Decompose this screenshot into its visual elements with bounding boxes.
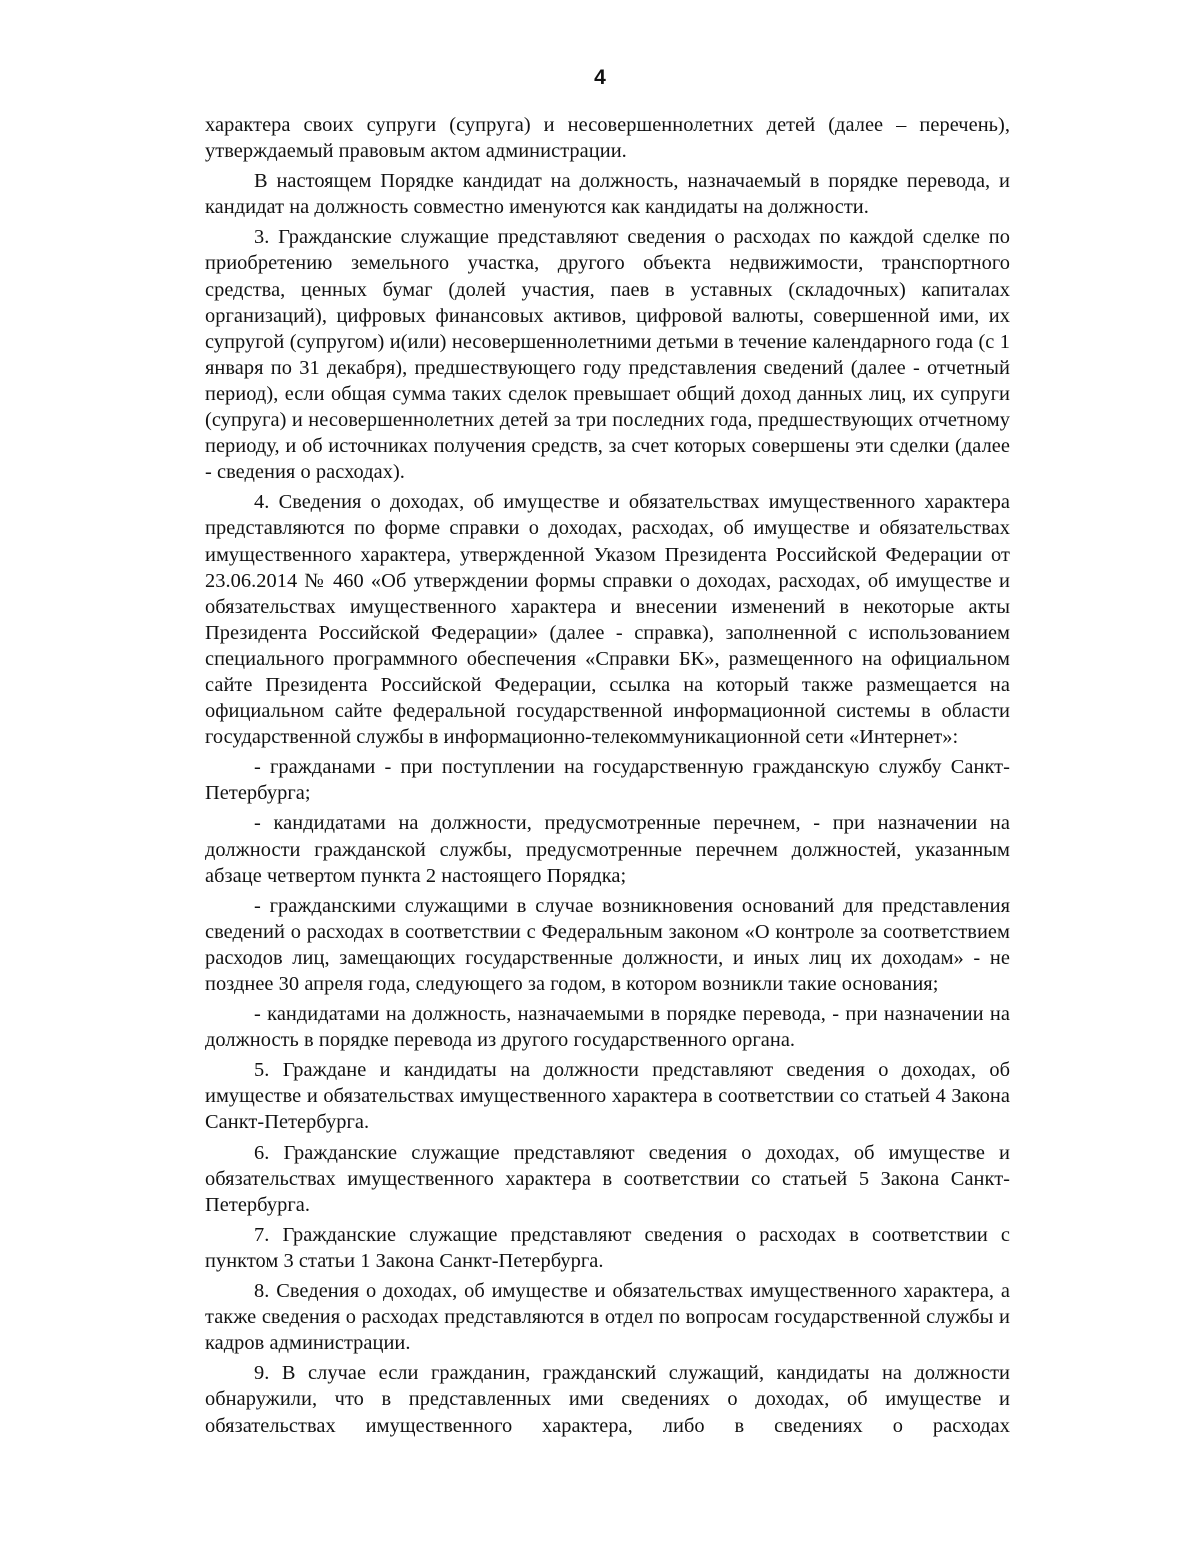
document-body xyxy=(205,112,1010,1439)
paragraph-continuation: характера своих супруги (супруга) и несовершеннолетних детей (далее – перечень), утверждаемый правовым актом администрации. xyxy=(205,114,1010,163)
paragraph-item-5: 5. Граждане и кандидаты на должности представляют сведения о доходах, об имуществе и обязательствах имущественного характера в соответствии со статьей 4 Закона Санкт-Петербурга. xyxy=(205,1059,1010,1134)
paragraph-item-9: 9. В случае если гражданин, гражданский служащий, кандидаты на должности обнаружили, что в представленных ими сведениях о доходах, об имуществе и обязательствах имущественного характера, либо в сведениях о расходах xyxy=(205,1362,1010,1437)
paragraph-item-3: 3. Гражданские служащие представляют сведения о расходах по каждой сделке по приобретению земельного участка, другого объекта недвижимости, транспортного средства, ценных бумаг (долей участия, паев в уставных (складочных) капиталах организаций), цифровых финансовых активов, цифровой валюты, совершенной ими, их супругой (супругом) и(или) несовершеннолетними детьми в течение календарного года (с 1 января по 31 декабря), предшествующего году представления сведений (далее - отчетный период), если общая сумма таких сделок превышает общий доход данных лиц, их супруги (супруга) и несовершеннолетних детей за три последних года, предшествующих отчетному периоду, и об источниках получения средств, за счет которых совершены эти сделки (далее - сведения о расходах). xyxy=(205,226,1010,484)
list-item-transfer-candidates: - кандидатами на должность, назначаемыми в порядке перевода, - при назначении на должность в порядке перевода из другого государственного органа. xyxy=(205,1003,1010,1052)
list-item-citizens: - гражданами - при поступлении на государственную гражданскую службу Санкт-Петербурга; xyxy=(205,756,1010,805)
page-number: 4 xyxy=(594,66,606,89)
paragraph-item-6: 6. Гражданские служащие представляют сведения о доходах, об имуществе и обязательствах имущественного характера в соответствии со статьей 5 Закона Санкт-Петербурга. xyxy=(205,1141,1010,1216)
list-item-candidates: - кандидатами на должности, предусмотренные перечнем, - при назначении на должности гражданской службы, предусмотренные перечнем должностей, указанным абзаце четвертом пункта 2 настоящего Порядка; xyxy=(205,812,1010,887)
paragraph-item-4: 4. Сведения о доходах, об имуществе и обязательствах имущественного характера представляются по форме справки о доходах, расходах, об имуществе и обязательствах имущественного характера, утвержденной Указом Президента Российской Федерации от 23.06.2014 № 460 «Об утверждении формы справки о доходах, расходах, об имуществе и обязательствах имущественного характера и внесении изменений в некоторые акты Президента Российской Федерации» (далее - справка), заполненной с использованием специального программного обеспечения «Справки БК», размещенного на официальном сайте Президента Российской Федерации, ссылка на который также размещается на официальном сайте федеральной государственной информационной системы в области государственной службы в информационно-телекоммуникационной сети «Интернет»: xyxy=(205,491,1010,749)
paragraph-item-7: 7. Гражданские служащие представляют сведения о расходах в соответствии с пунктом 3 статьи 1 Закона Санкт-Петербурга. xyxy=(205,1223,1010,1272)
paragraph-candidates-definition: В настоящем Порядке кандидат на должность, назначаемый в порядке перевода, и кандидат на должность совместно именуются как кандидаты на должности. xyxy=(205,170,1010,219)
list-item-civil-servants: - гражданскими служащими в случае возникновения оснований для представления сведений о расходах в соответствии с Федеральным законом «О контроле за соответствием расходов лиц, замещающих государственные должности, и иных лиц их доходам» - не позднее 30 апреля года, следующего за годом, в котором возникли такие основания; xyxy=(205,894,1010,995)
paragraph-item-8: 8. Сведения о доходах, об имуществе и обязательствах имущественного характера, а также сведения о расходах представляются в отдел по вопросам государственной службы и кадров администрации. xyxy=(205,1280,1010,1355)
